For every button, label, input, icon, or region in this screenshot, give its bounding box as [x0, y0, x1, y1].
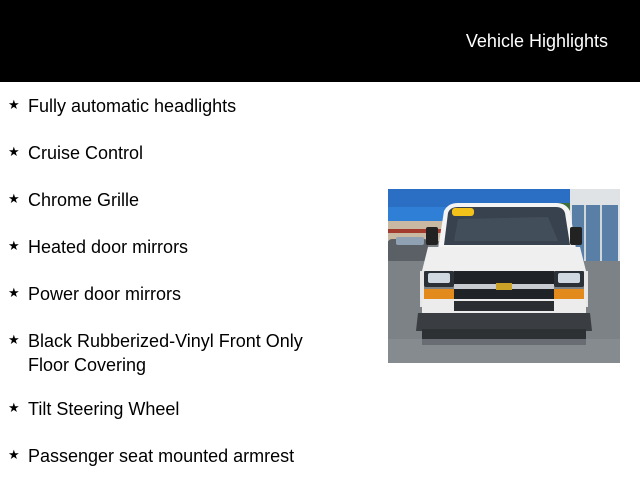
- vehicle-front-photo: [388, 189, 620, 363]
- star-icon: ★: [8, 97, 20, 112]
- star-icon: ★: [8, 285, 20, 300]
- star-icon: ★: [8, 332, 20, 347]
- list-item: [8, 235, 348, 259]
- star-icon: ★: [8, 447, 20, 462]
- list-item: [8, 397, 348, 421]
- feature-label: Chrome Grille: [28, 190, 140, 210]
- feature-label: Tilt Steering Wheel: [28, 399, 180, 419]
- list-item: [8, 282, 348, 306]
- feature-label: Fully automatic headlights: [28, 96, 237, 116]
- list-item: [8, 141, 348, 165]
- star-icon: ★: [8, 238, 20, 253]
- feature-label: Passenger seat mounted armrest: [28, 446, 295, 466]
- page-title: Vehicle Highlights: [465, 31, 608, 51]
- feature-label: Cruise Control: [28, 143, 144, 163]
- star-icon: ★: [8, 144, 20, 159]
- van-front-illustration: [388, 189, 620, 363]
- list-item: [8, 94, 348, 118]
- list-item: [8, 444, 348, 468]
- feature-label: Power door mirrors: [28, 284, 182, 304]
- list-item: [8, 329, 328, 377]
- star-icon: ★: [8, 191, 20, 206]
- feature-label: Black Rubberized-Vinyl Front Only Floor Covering: [28, 331, 303, 375]
- feature-label: Heated door mirrors: [28, 237, 189, 257]
- star-icon: ★: [8, 400, 20, 415]
- list-item: [8, 188, 348, 212]
